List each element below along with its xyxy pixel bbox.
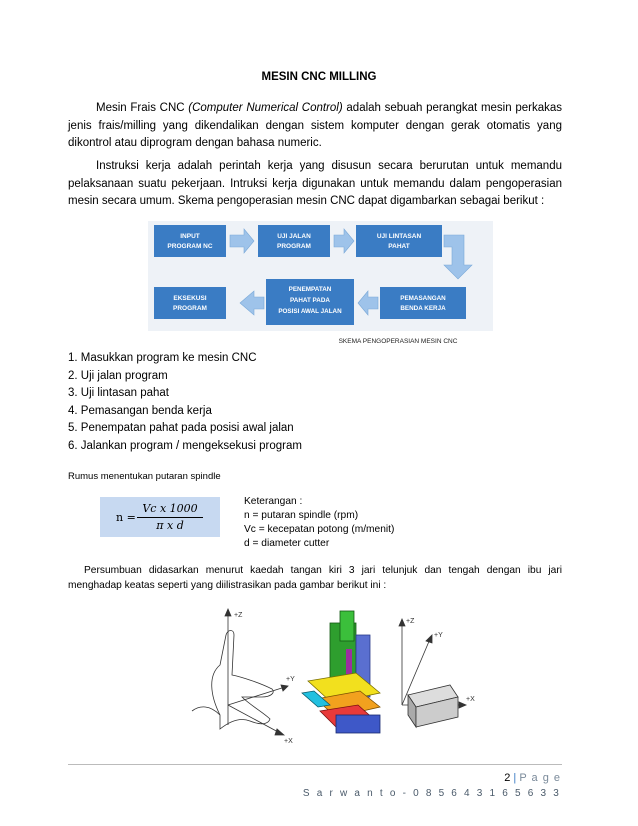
keterangan-item: Vc = kecepatan potong (m/menit)	[244, 524, 395, 535]
axis-label-x: +X	[284, 738, 293, 745]
svg-text:INPUT: INPUT	[180, 233, 200, 240]
svg-text:PROGRAM: PROGRAM	[173, 305, 207, 312]
svg-text:BENDA KERJA: BENDA KERJA	[400, 305, 446, 312]
axis-label-y: +Y	[286, 676, 295, 683]
keterangan-item: d = diameter cutter	[244, 538, 330, 549]
keterangan-block	[244, 495, 394, 551]
formula-numerator: Vc x 1000	[142, 502, 198, 515]
list-item: 3. Uji lintasan pahat	[68, 387, 170, 399]
author-footer: S a r w a n t o - 0 8 5 6 4 3 1 6 5 6 3 3	[302, 788, 561, 799]
svg-text:POSISI AWAL JALAN: POSISI AWAL JALAN	[278, 308, 342, 315]
page-number-value: 2	[504, 772, 511, 784]
flow-box-uji-lintasan	[356, 225, 442, 257]
page-title: MESIN CNC MILLING	[261, 71, 377, 83]
svg-text:PROGRAM NC: PROGRAM NC	[167, 243, 213, 250]
flow-box-penempatan	[266, 279, 354, 325]
workpiece-axes-drawing	[399, 619, 466, 727]
svg-text:PROGRAM: PROGRAM	[277, 243, 311, 250]
flow-box-uji-jalan	[258, 225, 330, 257]
page-number: 2 | P a g e	[504, 772, 561, 784]
list-item: 5. Penempatan pahat pada posisi awal jalan	[68, 422, 294, 434]
axis-label-z: +Z	[406, 618, 415, 625]
svg-text:PAHAT: PAHAT	[388, 243, 410, 250]
flow-box-input	[154, 225, 226, 257]
axis-label-y: +Y	[434, 632, 443, 639]
svg-text:PENEMPATAN: PENEMPATAN	[288, 286, 332, 293]
list-item: 2. Uji jalan program	[68, 369, 168, 382]
para2-text: Instruksi kerja adalah perintah kerja yang disusun secara berurutan untuk memandu pelaksanaan suatu pekerjaan. Intruksi kerja digunakan untuk memandu dalam pengoperasian mesin secara umum. Skema pengoperasian mesin CNC dapat digambarkan sebagai berikut :	[68, 160, 562, 207]
steps-list	[68, 350, 568, 455]
para1-text: Mesin Frais CNC	[96, 102, 189, 114]
diagram-caption: SKEMA PENGOPERASIAN MESIN CNC	[338, 338, 458, 345]
axis-label-z: +Z	[234, 612, 243, 619]
para1-text-cont: adalah sebuah perangkat mesin perkakas jenis frais/milling yang dikendalikan dengan sistem komputer dengan gerak otomatis yang dikontrol atau diprogram dengan bahasa numeric.	[68, 102, 562, 149]
list-item: 4. Pemasangan benda kerja	[68, 404, 212, 417]
axis-illustration	[180, 605, 480, 745]
keterangan-item: n = putaran spindle (rpm)	[244, 510, 359, 521]
formula-denominator: π x d	[156, 519, 184, 532]
milling-machine-drawing	[302, 611, 380, 733]
svg-text:PAHAT PADA: PAHAT PADA	[290, 297, 330, 304]
keterangan-title: Keterangan :	[244, 496, 303, 507]
list-item: 6. Jalankan program / mengeksekusi program	[68, 439, 302, 452]
left-hand-axes-drawing	[192, 609, 288, 735]
rumus-label: Rumus menentukan putaran spindle	[68, 471, 221, 482]
paragraph-persumbuan	[68, 563, 562, 593]
svg-text:UJI LINTASAN: UJI LINTASAN	[376, 233, 422, 240]
svg-text:PEMASANGAN: PEMASANGAN	[400, 295, 446, 302]
fraction-bar	[137, 517, 203, 518]
page-word: P a g e	[519, 772, 561, 784]
axis-label-x: +X	[466, 696, 475, 703]
formula-lhs: n =	[116, 511, 136, 524]
svg-text:EKSEKUSI: EKSEKUSI	[173, 295, 207, 302]
paragraph-instruksi	[68, 158, 562, 211]
para3-text: Persumbuan didasarkan menurut kaedah tangan kiri 3 jari telunjuk dan tengah dengan ibu jari menghadap keatas seperti yang diilistrasikan pada gambar berikut ini :	[68, 565, 562, 591]
flow-box-pemasangan	[380, 287, 466, 319]
para1-italic: (Computer Numerical Control)	[188, 102, 343, 114]
svg-text:UJI JALAN: UJI JALAN	[277, 233, 311, 240]
list-item: 1. Masukkan program ke mesin CNC	[68, 352, 257, 364]
formula-box	[100, 497, 220, 537]
flow-box-eksekusi	[154, 287, 226, 319]
paragraph-definition	[68, 100, 562, 153]
cnc-operation-flow-diagram	[148, 221, 493, 347]
footer-divider	[68, 764, 562, 765]
